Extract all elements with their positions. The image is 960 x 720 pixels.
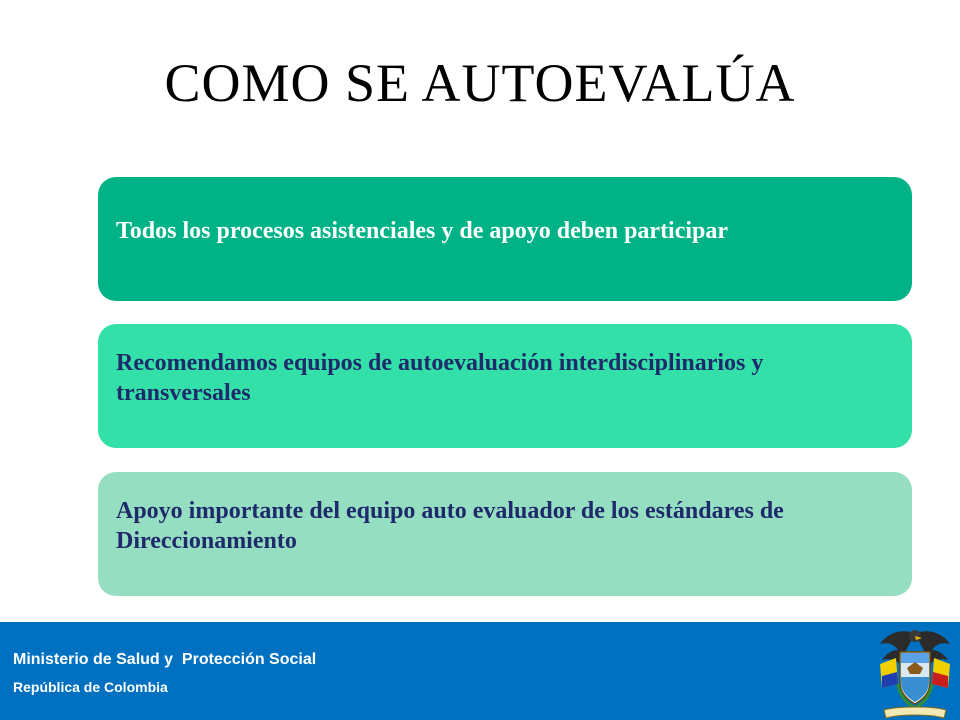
colombia-coat-of-arms-icon: [874, 624, 956, 720]
list-item-support: [98, 472, 912, 596]
list-item-text: Apoyo importante del equipo auto evaluador de los estándares de Direccionamiento: [116, 498, 784, 554]
list-item-text: Todos los procesos asistenciales y de apoyo deben participar: [116, 218, 729, 244]
list-item-teams: [98, 324, 912, 448]
country-name: República de Colombia: [13, 679, 168, 695]
slide-title: COMO SE AUTOEVALÚA: [164, 53, 796, 113]
ministry-name: Ministerio de Salud y Protección Social: [13, 651, 317, 668]
list-item-processes: [98, 177, 912, 301]
list-item-text: Recomendamos equipos de autoevaluación interdisciplinarios y transversales: [116, 350, 764, 406]
footer-bar: [0, 622, 960, 720]
